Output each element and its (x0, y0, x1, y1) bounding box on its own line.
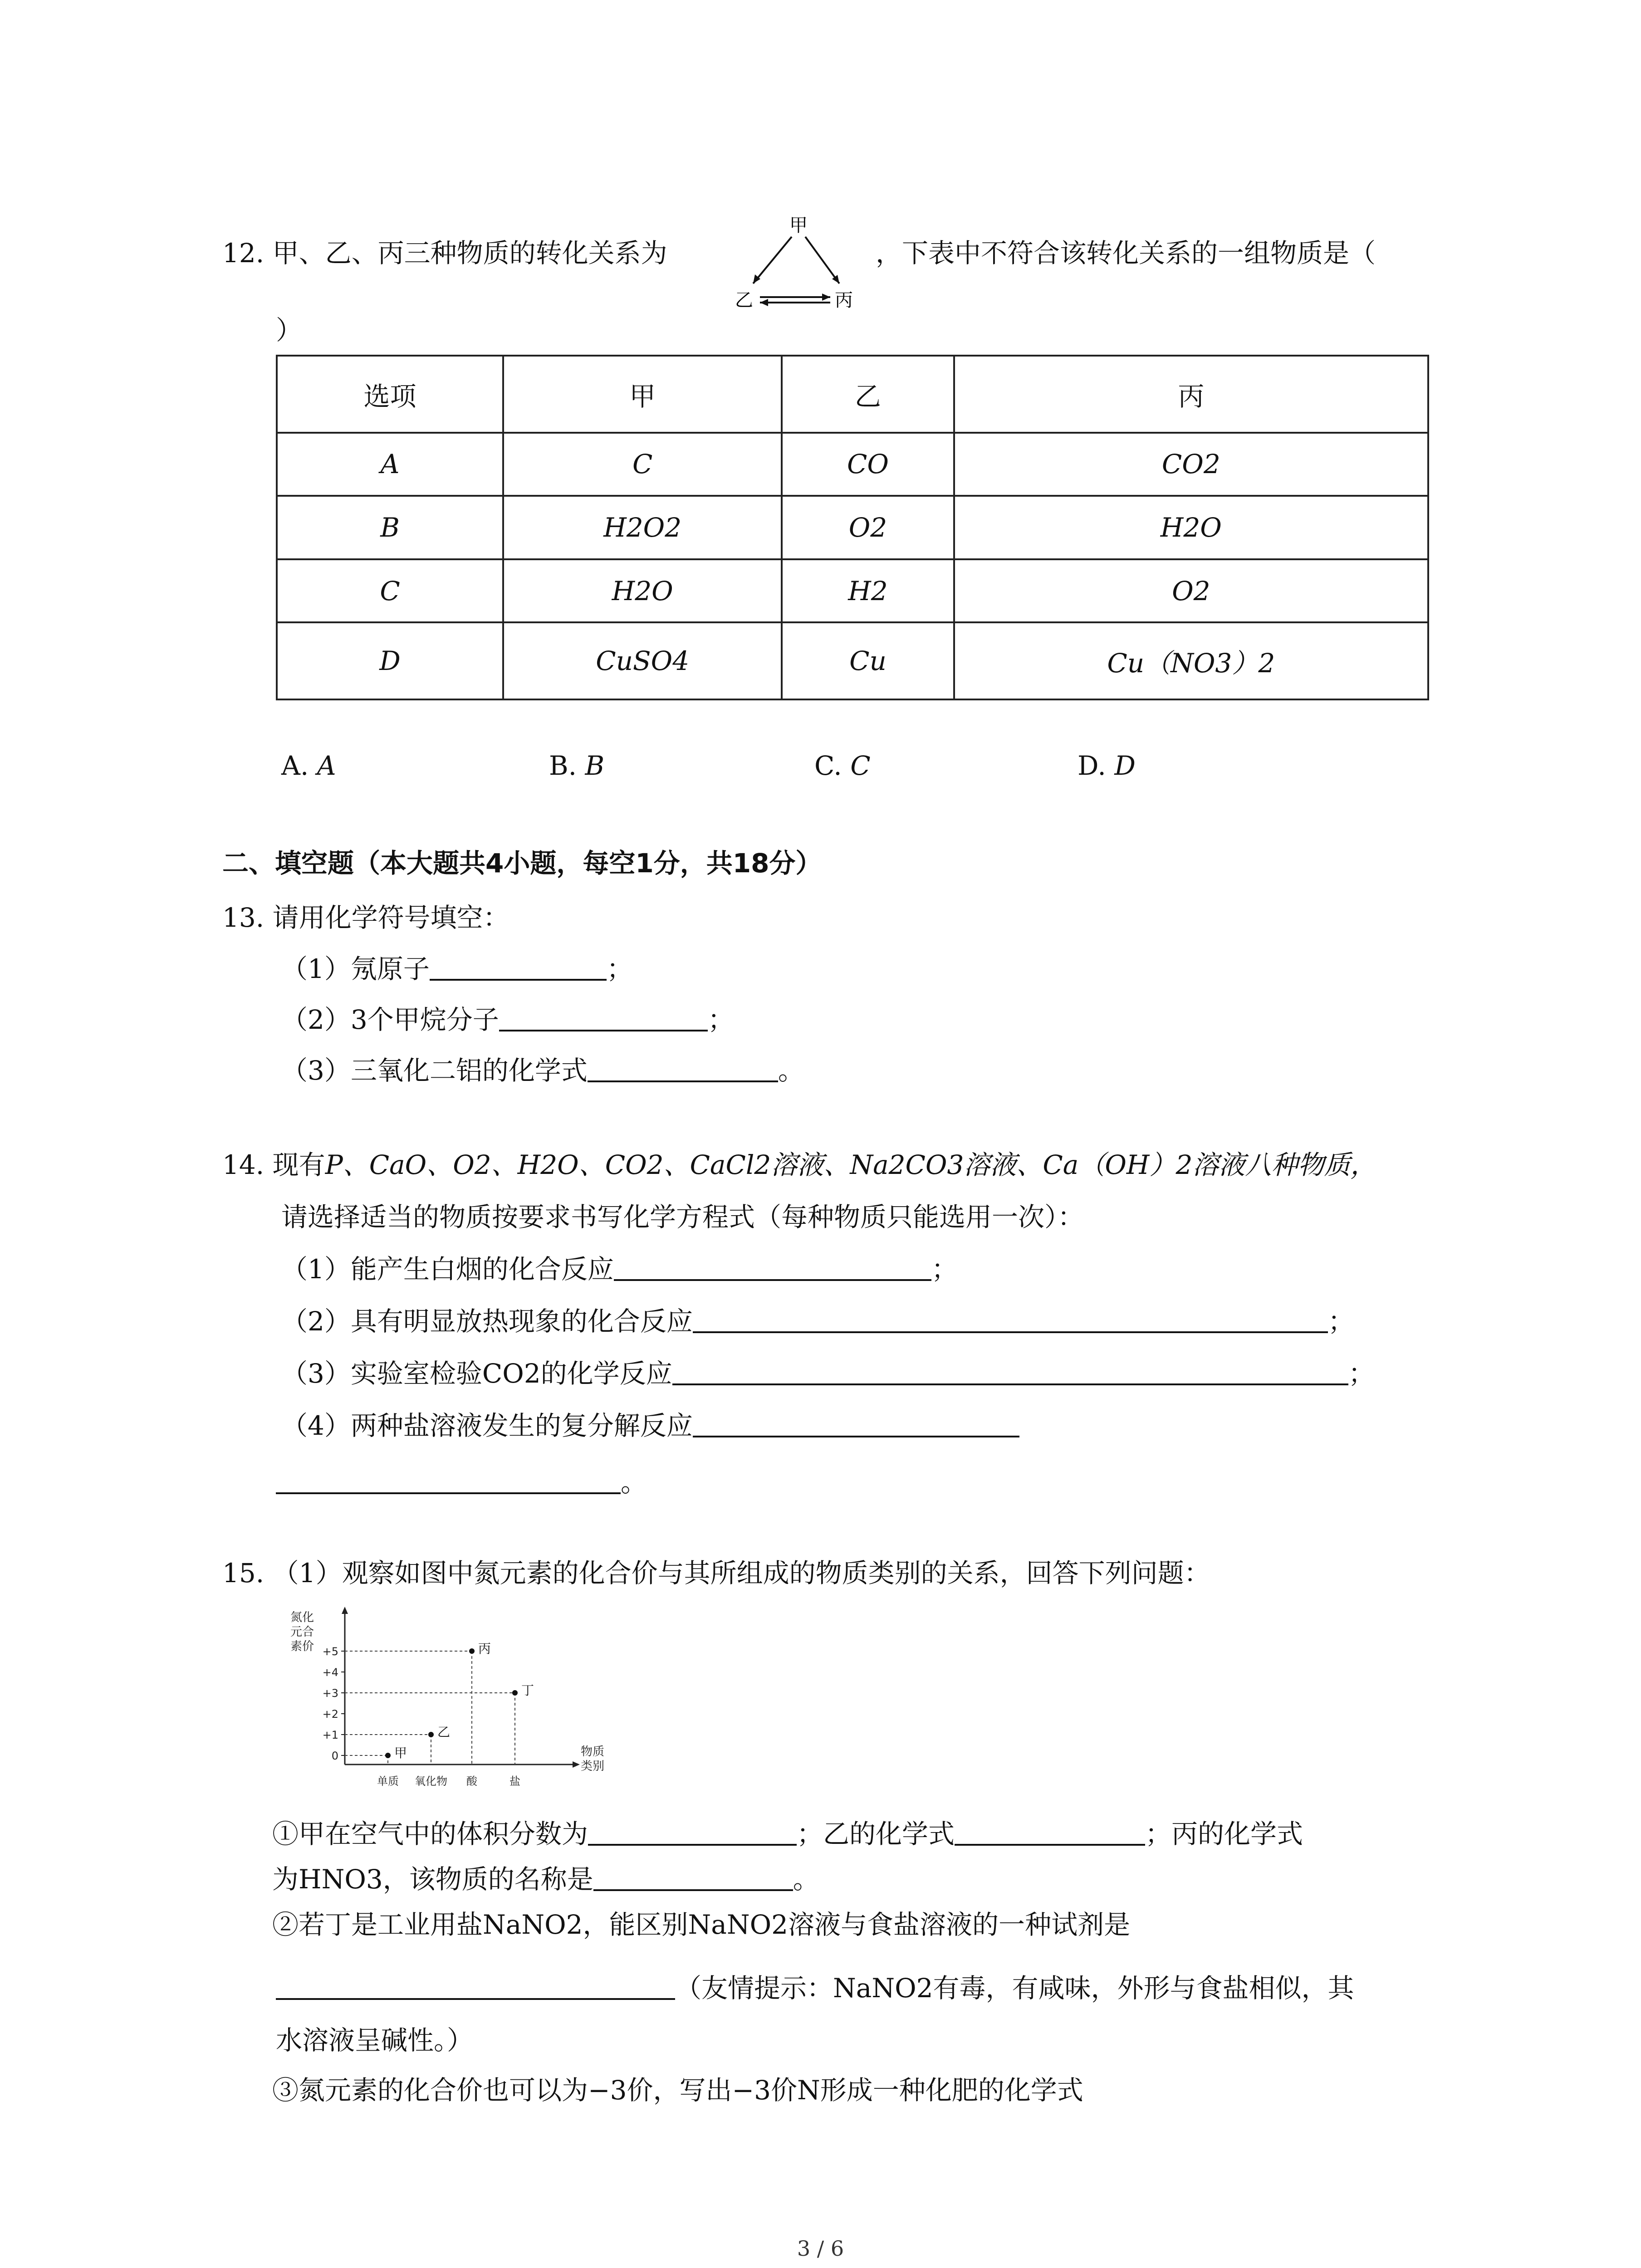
data-point (469, 1648, 475, 1654)
choice-a[interactable]: A. A (281, 750, 336, 781)
q14-stem-a: 14. 现有P、CaO、O2、H2O、CO2、CaCl2溶液、Na2CO3溶液、Ca（OH）2溶液八种物质， (222, 1149, 1377, 1180)
table-cell: A (277, 433, 503, 496)
q15-s2-line-1: ②若丁是工业用盐NaNO2，能区别NaNO2溶液与食盐溶液的一种试剂是 (272, 1909, 1131, 1940)
answer-blank[interactable] (276, 1465, 621, 1494)
table-cell: O2 (782, 496, 954, 559)
answer-blank[interactable] (693, 1304, 1328, 1333)
q15-s1-line-1: ①甲在空气中的体积分数为 ；乙的化学式 ；丙的化学式 (272, 1817, 1303, 1851)
x-title-line-1: 物质 (581, 1745, 605, 1759)
choice-c[interactable]: C. C (814, 750, 871, 781)
q15-s2-line-2: （友情提示：NaNO2有毒，有咸味，外形与食盐相似，其 (276, 1971, 1354, 2005)
choice-d[interactable]: D. D (1078, 750, 1136, 781)
answer-blank[interactable] (672, 1356, 1348, 1385)
header-yi: 乙 (782, 356, 954, 433)
answer-blank[interactable] (588, 1053, 778, 1082)
diagram-right-label: 丙 (835, 290, 853, 311)
point-label: 丁 (521, 1683, 534, 1698)
table-cell: C (277, 559, 503, 623)
point-label: 乙 (437, 1725, 451, 1740)
q12-stem (222, 236, 667, 270)
table-cell: Cu (782, 622, 954, 699)
q15-s1-line-2: 为HNO3，该物质的名称是 。 (272, 1862, 819, 1897)
choice-b[interactable]: B. B (549, 750, 605, 781)
answer-blank[interactable] (614, 1252, 931, 1281)
q15-stem: 15. （1）观察如图中氮元素的化合价与其所组成的物质类别的关系，回答下列问题： (222, 1558, 1210, 1589)
q12-prefix: 12. 甲、乙、丙三种物质的转化关系为 (222, 238, 667, 269)
table-cell: B (277, 496, 503, 559)
table-cell: C (503, 433, 782, 496)
header-jia: 甲 (503, 356, 782, 433)
y-title-line-2: 元合 (290, 1625, 314, 1639)
answer-blank[interactable] (693, 1408, 1019, 1437)
nitrogen-valence-chart (290, 1606, 617, 1796)
answer-blank[interactable] (955, 1817, 1145, 1846)
table-row (277, 559, 1428, 623)
y-tick-label: +1 (322, 1729, 338, 1741)
answer-blank[interactable] (593, 1862, 793, 1891)
y-tick-label: +3 (322, 1687, 338, 1700)
y-title-line-1: 氮化 (290, 1611, 314, 1624)
y-tick-label: 0 (331, 1750, 338, 1762)
q14-substances: P、CaO、O2、H2O、CO2、CaCl2溶液、Na2CO3溶液、Ca（OH）2溶液八种物质， (325, 1149, 1377, 1180)
q12-suffix: ，下表中不符合该转化关系的一组物质是（ (876, 238, 1376, 269)
q12-options-table (276, 355, 1429, 700)
q15-s2-line-3: 水溶液呈碱性。） (276, 2025, 474, 2056)
header-bing: 丙 (954, 356, 1428, 433)
header-option: 选项 (277, 356, 503, 433)
diagram-top-label: 甲 (789, 215, 808, 236)
answer-blank[interactable] (430, 952, 607, 981)
table-cell: D (277, 622, 503, 699)
q14-stem-b: 请选择适当的物质按要求书写化学方程式（每种物质只能选用一次）： (281, 1202, 1084, 1232)
y-tick-label: +2 (322, 1708, 338, 1721)
q13-item-3: （3）三氧化二铝的化学式 。 (281, 1053, 804, 1088)
diagram-left-label: 乙 (735, 290, 753, 311)
table-cell: H2O (954, 496, 1428, 559)
table-cell: CO2 (954, 433, 1428, 496)
point-label: 甲 (394, 1745, 407, 1760)
x-tick-label: 酸 (466, 1775, 477, 1788)
y-tick-label: +4 (322, 1666, 338, 1679)
data-point (512, 1690, 518, 1696)
x-tick-label: 氧化物 (415, 1775, 447, 1788)
section-title: 二、填空题（本大题共4小题，每空1分，共18分） (222, 848, 822, 879)
q14-item-1: （1）能产生白烟的化合反应 ； (281, 1252, 958, 1286)
table-cell: H2 (782, 559, 954, 623)
table-row (277, 622, 1428, 699)
table-cell: Cu（NO3）2 (954, 622, 1428, 699)
table-cell: H2O2 (503, 496, 782, 559)
table-cell: CuSO4 (503, 622, 782, 699)
q12-transformation-diagram (735, 209, 862, 318)
table-cell: O2 (954, 559, 1428, 623)
table-cell: H2O (503, 559, 782, 623)
table-row (277, 433, 1428, 496)
table-row (277, 496, 1428, 559)
answer-blank[interactable] (499, 1002, 708, 1031)
table-header-row (277, 356, 1428, 433)
y-tick-label: +5 (322, 1645, 338, 1658)
q12-close: ） (276, 315, 303, 346)
q14-item-4-cont: 。 (276, 1465, 647, 1500)
x-tick-label: 单质 (377, 1775, 399, 1788)
q13-item-2: （2）3个甲烷分子 ； (281, 1002, 734, 1037)
q14-item-3: （3）实验室检验CO2的化学反应 ； (281, 1356, 1375, 1391)
answer-blank[interactable] (588, 1817, 797, 1846)
x-title-line-2: 类别 (581, 1760, 605, 1773)
x-tick-label: 盐 (509, 1775, 520, 1788)
point-label: 丙 (478, 1641, 491, 1656)
answer-blank[interactable] (276, 1971, 675, 2000)
table-cell: CO (782, 433, 954, 496)
data-point (428, 1732, 434, 1737)
q14-item-4: （4）两种盐溶液发生的复分解反应 (281, 1408, 1019, 1443)
y-title-line-3: 素价 (290, 1640, 314, 1653)
q13-item-1: （1）氖原子 ； (281, 952, 633, 986)
page-number: 3 / 6 (797, 2236, 844, 2261)
data-point (385, 1753, 391, 1758)
q13-stem: 13. 请用化学符号填空： (222, 902, 509, 933)
q15-s3: ③氮元素的化合价也可以为−3价，写出−3价N形成一种化肥的化学式 (272, 2075, 1083, 2106)
q14-item-2: （2）具有明显放热现象的化合反应 ； (281, 1304, 1354, 1339)
